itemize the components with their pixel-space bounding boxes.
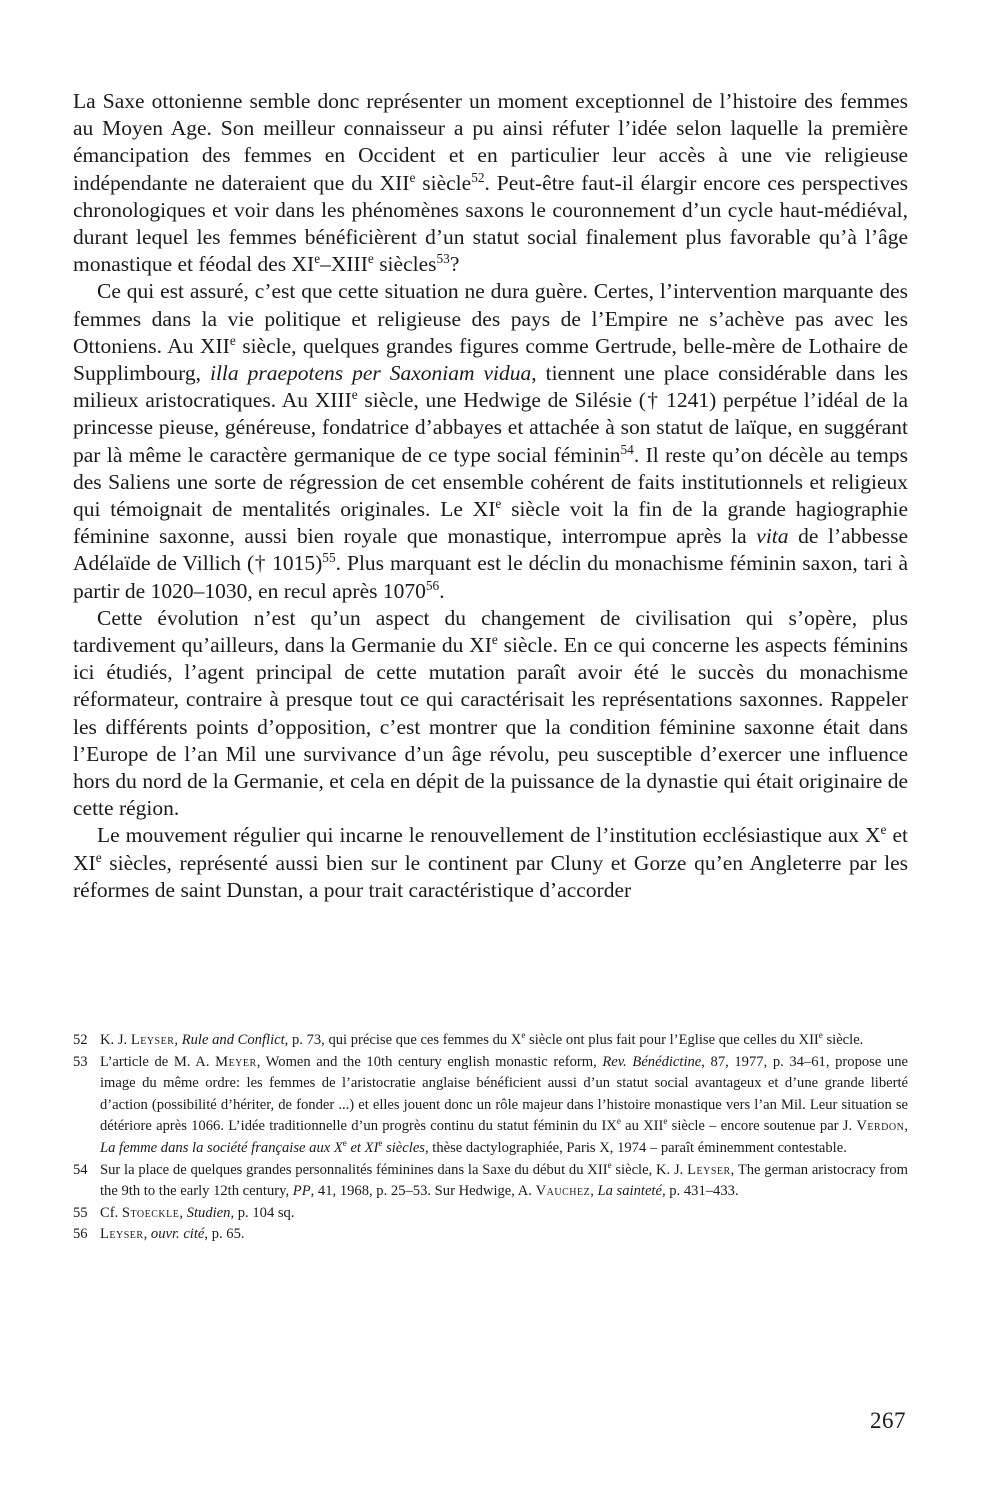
italic-text: et XI xyxy=(346,1139,379,1156)
text-run: , xyxy=(174,1032,182,1048)
text-run: . Peut-être faut-il élargir encore ces perspectives chronologiques et voir dans les phénomènes saxons le couronnement d’un cycle haut-médiéval, durant lequel les femmes bénéficièrent d’un statut social finalement plus favorable qu’à l’âge monastique et féodal des XI xyxy=(73,170,908,277)
italic-text: vita xyxy=(756,524,789,549)
superscript: e xyxy=(229,332,236,348)
text-run: , Women and the 10th century english monastic reform, xyxy=(256,1053,603,1070)
page-number: 267 xyxy=(870,1408,906,1433)
paragraph xyxy=(73,822,908,904)
text-run: siècle – encore soutenue par J. xyxy=(667,1118,857,1135)
paragraph xyxy=(73,278,908,604)
footnote-text xyxy=(100,1160,908,1203)
superscript: e xyxy=(818,1030,823,1041)
text-run: siècle, une Hedwige de Silésie († 1241) perpétue l’idéal de la princesse pieuse, généreuse, fondatrice d’abbayes et attachée à son statut de laïque, en suggérant par là même le caractère germanique de ce type social féminin xyxy=(73,388,908,467)
text-run: , xyxy=(179,1204,187,1221)
footnote-number: 55 xyxy=(73,1204,88,1221)
superscript: 55 xyxy=(322,550,336,566)
paragraph xyxy=(73,88,908,278)
superscript: e xyxy=(663,1116,668,1127)
author-name: Leyser xyxy=(687,1161,731,1178)
superscript: e xyxy=(495,495,502,511)
italic-text: La femme dans la société française aux X xyxy=(100,1139,343,1156)
superscript: e xyxy=(95,849,102,865)
footnote xyxy=(73,1224,908,1246)
italic-text: siècles xyxy=(382,1139,425,1156)
text-run: siècle ont plus fait pour l’Eglise que celles du XII xyxy=(525,1032,819,1048)
italic-text: illa praepotens per Saxoniam vidua xyxy=(209,361,532,386)
footnote-number: 56 xyxy=(73,1226,88,1243)
text-run: siècle. xyxy=(822,1032,864,1048)
footnote xyxy=(73,1203,908,1225)
footnote-text xyxy=(100,1224,908,1246)
superscript: e xyxy=(491,631,498,647)
text-run: –XIII xyxy=(320,252,368,277)
text-run: . xyxy=(439,578,445,603)
superscript: e xyxy=(616,1116,621,1127)
text-run: La Saxe ottonienne semble donc représenter un moment exceptionnel de l’histoire des femmes au Moyen Age. Son meilleur connaisseur a pu ainsi réfuter l’idée selon laquelle la première émancipation des femmes en Occident et en particulier leur accès à une vie religieuse indépendante ne dateraient que du XII xyxy=(73,89,908,195)
footnote-number: 53 xyxy=(73,1053,88,1070)
text-run: Ce qui est assuré, c’est que cette situation ne dura guère. Certes, l’intervention marquante des femmes dans la vie politique et religieuse des pays de l’Empire ne s’achève pas avec les Ottoniens. Au XII xyxy=(73,279,908,358)
text-run: , xyxy=(904,1118,908,1135)
italic-text: ouvr. cité xyxy=(150,1226,205,1243)
superscript: 54 xyxy=(620,441,634,457)
italic-text: Rev. Bénédictine xyxy=(602,1053,702,1070)
author-name: Leyser xyxy=(130,1032,175,1048)
text-run: , p. 65. xyxy=(204,1226,245,1243)
superscript: e xyxy=(521,1030,526,1041)
footnote-number: 52 xyxy=(73,1032,88,1048)
superscript: e xyxy=(409,169,416,185)
author-name: Leyser xyxy=(100,1226,144,1243)
superscript: e xyxy=(351,387,358,403)
text-run: , 87, 1977, p. 34–61, propose une image du même ordre: les femmes de l’aristocratie anglaise bénéficient aussi d’un statut social avantageux et d’une grande liberté d’action (possibilité d’hériter, de fonder ...) et elles jouent donc un rôle majeur dans l’histoire monastique vers l’an Mil. Leur situation se détériore après 1066. L’idée traditionnelle d’un progrès continu du statut féminin du IX xyxy=(100,1053,908,1135)
text-run: et XI xyxy=(73,823,908,875)
text-run: siècle voit la fin de la grande hagiographie féminine saxonne, aussi bien royale que monastique, interrompue après la xyxy=(73,497,908,549)
text-run: , thèse dactylographiée, Paris X, 1974 – paraît éminemment contestable. xyxy=(424,1139,847,1156)
italic-text: Studien xyxy=(186,1204,231,1221)
footnote-text xyxy=(100,1203,908,1225)
superscript: e xyxy=(367,251,374,267)
text-run: , xyxy=(590,1183,598,1200)
text-run: , p. 104 sq. xyxy=(230,1204,295,1221)
footnotes xyxy=(73,1030,908,1246)
italic-text: La sainteté xyxy=(597,1183,662,1200)
superscript: 53 xyxy=(436,251,450,267)
text-run: . Plus marquant est le déclin du monachisme féminin saxon, tari à partir de 1020–1030, en recul après 1070 xyxy=(73,551,909,603)
superscript: e xyxy=(342,1138,347,1149)
paragraph xyxy=(73,605,908,823)
superscript: e xyxy=(607,1159,612,1170)
author-name: Verdon xyxy=(856,1118,905,1135)
text-run: siècles xyxy=(373,252,437,277)
footnote-text xyxy=(100,1030,908,1052)
italic-text: PP xyxy=(292,1183,311,1200)
text-run: siècle, quelques grandes figures comme Gertrude, belle-mère de Lothaire de Supplimbourg, xyxy=(73,333,908,386)
superscript: e xyxy=(378,1138,383,1149)
text-run: Le mouvement régulier qui incarne le renouvellement de l’institution ecclésiastique aux X xyxy=(97,823,881,848)
author-name: Meyer xyxy=(215,1053,257,1070)
author-name: Vauchez xyxy=(535,1183,591,1200)
footnote-number: 54 xyxy=(73,1161,88,1178)
text-run: , p. 431–433. xyxy=(661,1183,739,1200)
text-run: siècle. En ce qui concerne les aspects féminins ici étudiés, l’agent principal de cette mutation paraît avoir été le succès du monachisme réformateur, contraire à presque tout ce qui caractérisait les représentations saxonnes. Rappeler les différents points d’opposition, c’est montrer que la condition féminine saxonne était dans l’Europe de l’an Mil une survivance d’un âge révolu, peu susceptible d’exercer une influence hors du nord de la Germanie, et cela en dépit de la puissance de la dynastie qui était originaire de cette région. xyxy=(73,633,908,821)
text-run: Sur la place de quelques grandes personnalités féminines dans la Saxe du début du XII xyxy=(100,1161,608,1178)
superscript: e xyxy=(314,251,321,267)
text-run: Cf. xyxy=(100,1204,122,1221)
text-run: , p. 73, qui précise que ces femmes du X xyxy=(284,1032,522,1048)
text-run: L’article de M. A. xyxy=(100,1053,216,1070)
author-name: Stoeckle xyxy=(121,1204,180,1221)
footnote xyxy=(73,1030,908,1052)
text-run: , The german aristocracy from the 9th to the early 12th century, xyxy=(100,1161,908,1200)
main-text xyxy=(73,88,908,904)
text-run: Cette évolution n’est qu’un aspect du changement de civilisation qui s’opère, plus tardivement qu’ailleurs, dans la Germanie du XI xyxy=(73,605,908,658)
text-run: de l’abbesse Adélaïde de Villich († 1015) xyxy=(73,524,908,576)
italic-text: Rule and Conflict xyxy=(181,1032,285,1048)
text-run: ? xyxy=(449,252,460,277)
superscript: e xyxy=(880,822,887,838)
footnote xyxy=(73,1160,908,1203)
text-run: siècle xyxy=(415,170,472,195)
text-run: , tiennent une place considérable dans les milieux aristocratiques. Au XIII xyxy=(73,361,908,413)
footnote xyxy=(73,1052,908,1160)
superscript: 56 xyxy=(425,577,440,593)
text-run: . Il reste qu’on décèle au temps des Saliens une sorte de régression de cet ensemble cohérent de faits institutionnels et religieux qui témoignait de mentalités originales. Le XI xyxy=(73,442,909,522)
text-run: , xyxy=(143,1226,151,1243)
superscript: 52 xyxy=(471,169,485,185)
text-run: siècles, représenté aussi bien sur le continent par Cluny et Gorze qu’en Angleterre par les réformes de saint Dunstan, a pour trait caractéristique d’accorder xyxy=(73,850,908,902)
text-run: , 41, 1968, p. 25–53. Sur Hedwige, A. xyxy=(310,1183,536,1200)
text-run: siècle, K. J. xyxy=(611,1161,688,1178)
footnote-text xyxy=(100,1052,908,1160)
text-run: K. J. xyxy=(100,1032,131,1048)
text-run: au XII xyxy=(620,1118,664,1135)
